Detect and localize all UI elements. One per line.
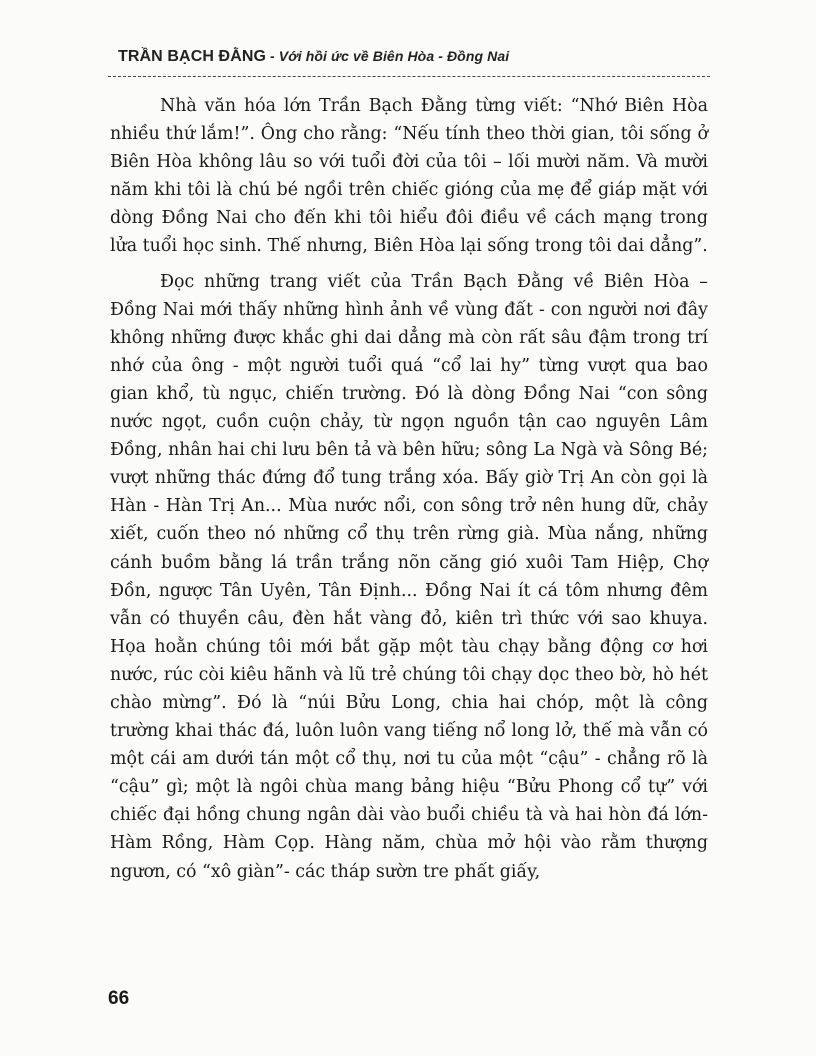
running-head-author: TRẦN BẠCH ĐẰNG bbox=[118, 48, 267, 65]
paragraph: Đọc những trang viết của Trần Bạch Đằng về Biên Hòa – Đồng Nai mới thấy những hình ảnh về vùng đất - con người nơi đây không những được khắc ghi dai dẳng mà còn rất sâu đậm trong trí nhớ của ông - một người tuổi quá “cổ lai hy” từng vượt qua bao gian khổ, tù ngục, chiến trường. Đó là dòng Đồng Nai “con sông nước ngọt, cuồn cuộn chảy, từ ngọn nguồn tận cao nguyên Lâm Đồng, nhân hai chi lưu bên tả và bên hữu; sông La Ngà và Sông Bé; vượt những thác đứng đổ tung trắng xóa. Bấy giờ Trị An còn gọi là Hàn - Hàn Trị An... Mùa nước nổi, con sông trở nên hung dữ, chảy xiết, cuốn theo nó những cổ thụ trên rừng già. Mùa nắng, những cánh buồm bằng lá trần trắng nõn căng gió xuôi Tam Hiệp, Chợ Đồn, ngược Tân Uyên, Tân Định... Đồng Nai ít cá tôm nhưng đêm vẫn có thuyền câu, đèn hắt vàng đỏ, kiên trì thức với sao khuya. Họa hoằn chúng tôi mới bắt gặp một tàu chạy bằng động cơ hơi nước, rúc còi kiêu hãnh và lũ trẻ chúng tôi chạy dọc theo bờ, hò hét chào mừng”. Đó là “núi Bửu Long, chia hai chóp, một là công trường khai thác đá, luôn luôn vang tiếng nổ long lở, thế mà vẫn có một cái am dưới tán một cổ thụ, nơi tu của một “cậu” - chẳng rõ là “cậu” gì; một là ngôi chùa mang bảng hiệu “Bửu Phong cổ tự” với chiếc đại hồng chung ngân dài vào buổi chiều tà và hai hòn đá lớn- Hàm Rồng, Hàm Cọp. Hàng năm, chùa mở hội vào rằm thượng ngươn, có “xô giàn”- các tháp sườn tre phất giấy, bbox=[110, 271, 708, 882]
running-head-title: - Với hồi ức về Biên Hòa - Đồng Nai bbox=[266, 48, 510, 64]
page-number: 66 bbox=[108, 988, 130, 1009]
body-text bbox=[110, 92, 708, 893]
paragraph: Nhà văn hóa lớn Trần Bạch Đằng từng viết: “Nhớ Biên Hòa nhiều thứ lắm!”. Ông cho rằng: “Nếu tính theo thời gian, tôi sống ở Biên Hòa không lâu so với tuổi đời của tôi – lối mười năm. Và mười năm khi tôi là chú bé ngồi trên chiếc gióng của mẹ để giáp mặt với dòng Đồng Nai cho đến khi tôi hiểu đôi điều về cách mạng trong lửa tuổi học sinh. Thế nhưng, Biên Hòa lại sống trong tôi dai dẳng”. bbox=[110, 96, 708, 257]
header-rule bbox=[108, 76, 710, 77]
running-head bbox=[118, 48, 509, 66]
